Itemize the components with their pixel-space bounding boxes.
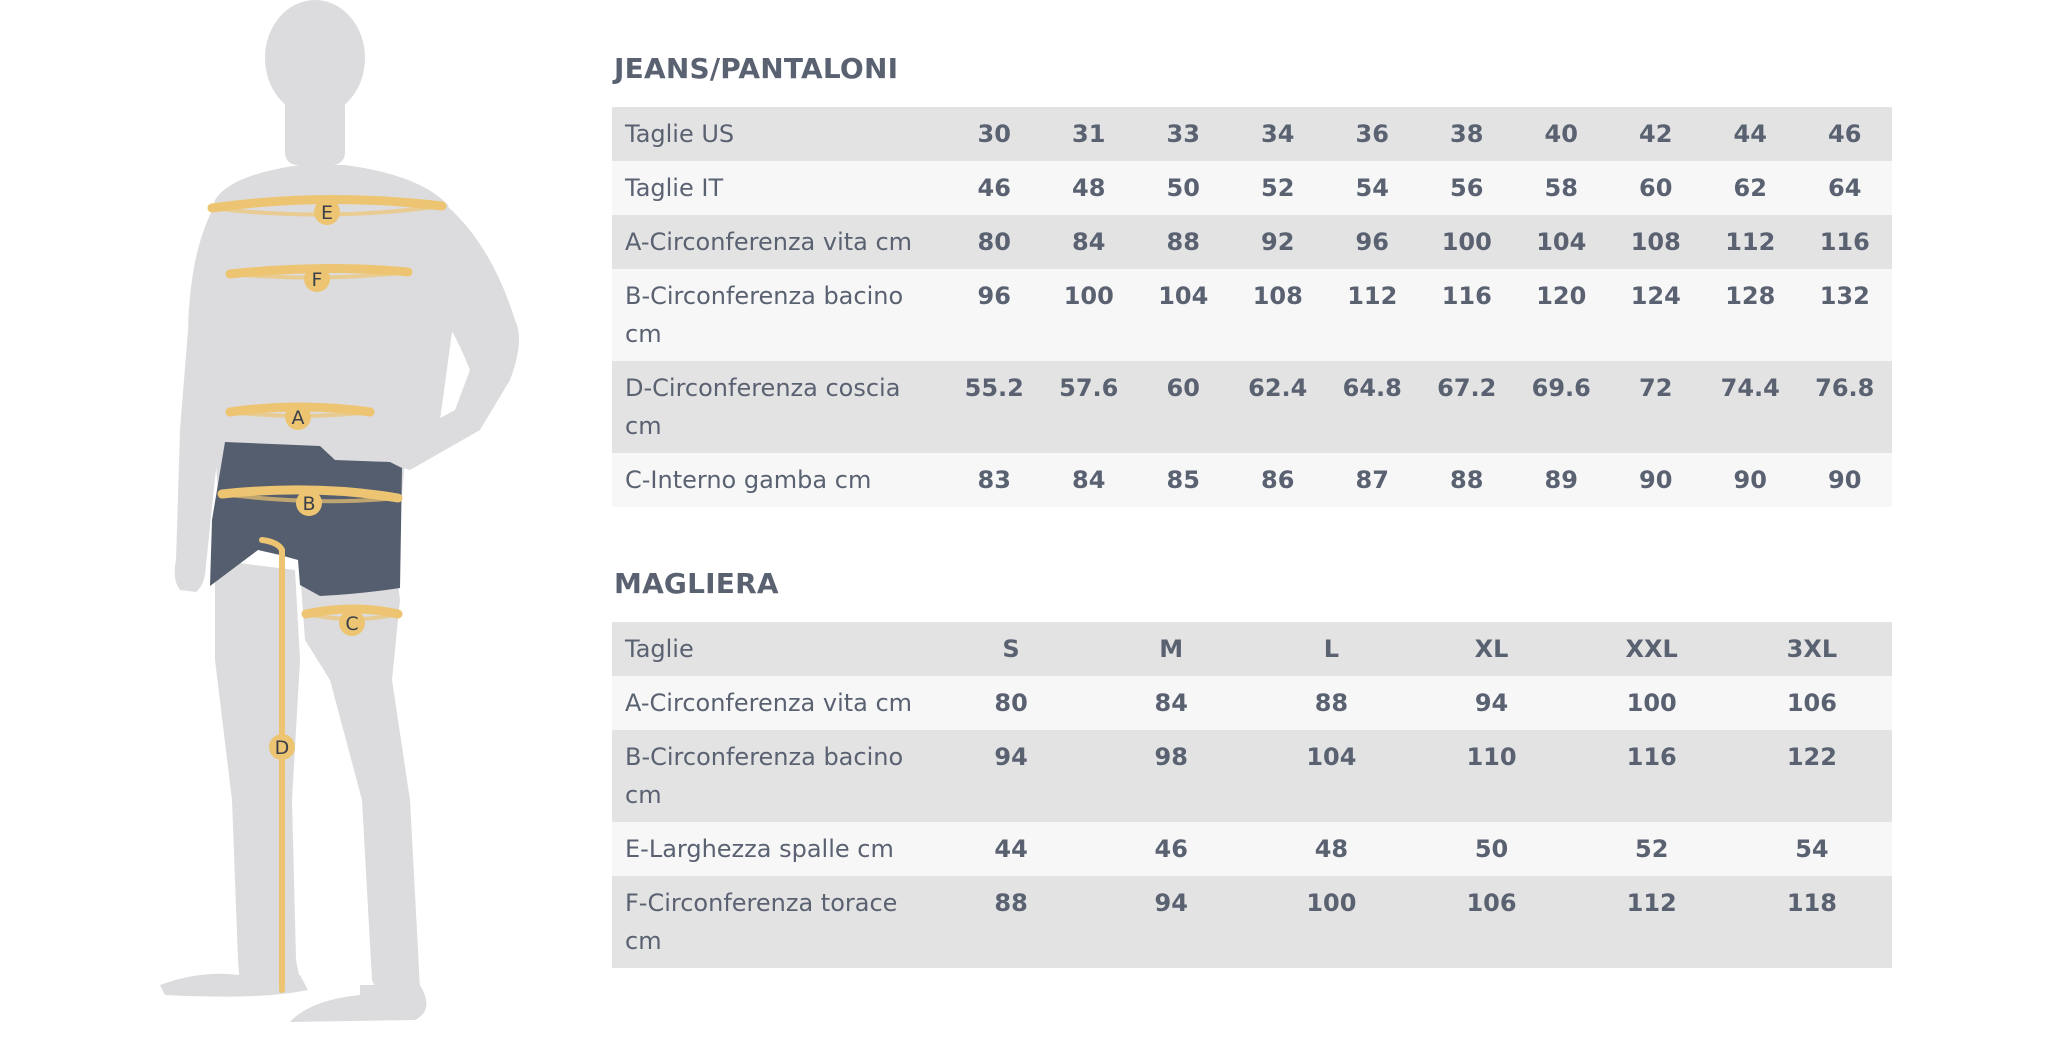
- magliera-section: [612, 567, 1892, 968]
- table-row: [612, 453, 1892, 507]
- table-cell: 46: [947, 161, 1042, 215]
- table-row: [612, 622, 1892, 676]
- table-cell: XL: [1411, 622, 1571, 676]
- table-cell: 44: [1703, 107, 1798, 161]
- table-cell: 60: [1609, 161, 1704, 215]
- svg-text:A: A: [291, 407, 305, 429]
- table-cell: 88: [1136, 215, 1231, 269]
- table-cell: 48: [1042, 161, 1137, 215]
- table-cell: 46: [1798, 107, 1893, 161]
- magliera-title: MAGLIERA: [614, 567, 779, 600]
- table-cell: 96: [947, 269, 1042, 361]
- table-cell: 88: [1251, 676, 1411, 730]
- svg-text:B: B: [302, 493, 316, 515]
- table-cell: 112: [1703, 215, 1798, 269]
- table-cell: 104: [1514, 215, 1609, 269]
- row-label: A-Circonferenza vita cm: [612, 676, 931, 730]
- table-cell: 112: [1325, 269, 1420, 361]
- table-cell: 100: [1572, 676, 1732, 730]
- jeans-size-table: [612, 107, 1892, 507]
- table-cell: 52: [1572, 822, 1732, 876]
- table-cell: 67.2: [1420, 361, 1515, 453]
- svg-text:C: C: [345, 613, 359, 635]
- row-label: C-Interno gamba cm: [612, 453, 947, 507]
- table-cell: 88: [1420, 453, 1515, 507]
- table-cell: 36: [1325, 107, 1420, 161]
- table-cell: 106: [1411, 876, 1571, 968]
- table-cell: 64: [1798, 161, 1893, 215]
- table-cell: 120: [1514, 269, 1609, 361]
- table-cell: 128: [1703, 269, 1798, 361]
- table-cell: 40: [1514, 107, 1609, 161]
- svg-text:F: F: [311, 269, 323, 291]
- table-cell: 89: [1514, 453, 1609, 507]
- table-cell: 34: [1231, 107, 1326, 161]
- table-cell: 76.8: [1798, 361, 1893, 453]
- row-label: Taglie US: [612, 107, 947, 161]
- table-cell: 50: [1136, 161, 1231, 215]
- table-cell: 124: [1609, 269, 1704, 361]
- table-cell: 94: [1091, 876, 1251, 968]
- table-cell: 33: [1136, 107, 1231, 161]
- table-cell: 50: [1411, 822, 1571, 876]
- marker-c: [339, 610, 365, 636]
- table-row: [612, 161, 1892, 215]
- table-cell: 72: [1609, 361, 1704, 453]
- table-cell: 60: [1136, 361, 1231, 453]
- table-cell: 116: [1572, 730, 1732, 822]
- table-row: [612, 107, 1892, 161]
- row-label: B-Circonferenza bacino cm: [612, 269, 947, 361]
- table-cell: 57.6: [1042, 361, 1137, 453]
- table-cell: 96: [1325, 215, 1420, 269]
- table-cell: 54: [1732, 822, 1892, 876]
- table-row: [612, 876, 1892, 968]
- table-cell: 3XL: [1732, 622, 1892, 676]
- table-cell: 106: [1732, 676, 1892, 730]
- jeans-title: JEANS/PANTALONI: [614, 52, 899, 85]
- table-cell: 62: [1703, 161, 1798, 215]
- table-cell: 56: [1420, 161, 1515, 215]
- row-label: D-Circonferenza coscia cm: [612, 361, 947, 453]
- table-cell: 69.6: [1514, 361, 1609, 453]
- jeans-section: [612, 52, 1892, 507]
- table-cell: 30: [947, 107, 1042, 161]
- table-cell: 92: [1231, 215, 1326, 269]
- table-cell: 64.8: [1325, 361, 1420, 453]
- table-cell: 90: [1703, 453, 1798, 507]
- marker-d: [269, 734, 295, 760]
- table-cell: 38: [1420, 107, 1515, 161]
- table-cell: 118: [1732, 876, 1892, 968]
- table-cell: 90: [1798, 453, 1893, 507]
- table-cell: 100: [1042, 269, 1137, 361]
- marker-f: [304, 266, 330, 292]
- table-cell: 88: [931, 876, 1091, 968]
- table-cell: 84: [1042, 453, 1137, 507]
- table-cell: 80: [931, 676, 1091, 730]
- row-label: A-Circonferenza vita cm: [612, 215, 947, 269]
- table-cell: 58: [1514, 161, 1609, 215]
- row-label: Taglie IT: [612, 161, 947, 215]
- table-cell: XXL: [1572, 622, 1732, 676]
- table-cell: 116: [1798, 215, 1893, 269]
- table-cell: L: [1251, 622, 1411, 676]
- row-label: F-Circonferenza torace cm: [612, 876, 931, 968]
- table-cell: 46: [1091, 822, 1251, 876]
- svg-text:D: D: [274, 737, 290, 759]
- table-cell: 100: [1420, 215, 1515, 269]
- table-cell: 90: [1609, 453, 1704, 507]
- marker-b: [296, 490, 322, 516]
- table-cell: S: [931, 622, 1091, 676]
- table-cell: 98: [1091, 730, 1251, 822]
- table-cell: 104: [1136, 269, 1231, 361]
- table-cell: 80: [947, 215, 1042, 269]
- table-cell: 87: [1325, 453, 1420, 507]
- table-cell: 108: [1609, 215, 1704, 269]
- table-cell: 84: [1091, 676, 1251, 730]
- table-cell: 55.2: [947, 361, 1042, 453]
- table-cell: 74.4: [1703, 361, 1798, 453]
- table-row: [612, 361, 1892, 453]
- table-cell: 42: [1609, 107, 1704, 161]
- row-label: E-Larghezza spalle cm: [612, 822, 931, 876]
- table-row: [612, 822, 1892, 876]
- table-cell: 132: [1798, 269, 1893, 361]
- table-row: [612, 269, 1892, 361]
- table-cell: 62.4: [1231, 361, 1326, 453]
- table-cell: 122: [1732, 730, 1892, 822]
- table-cell: 94: [1411, 676, 1571, 730]
- magliera-size-table: [612, 622, 1892, 968]
- table-cell: 31: [1042, 107, 1137, 161]
- table-cell: 86: [1231, 453, 1326, 507]
- table-cell: 104: [1251, 730, 1411, 822]
- row-label: B-Circonferenza bacino cm: [612, 730, 931, 822]
- marker-e: [314, 199, 340, 225]
- table-cell: 94: [931, 730, 1091, 822]
- table-cell: 85: [1136, 453, 1231, 507]
- table-cell: 116: [1420, 269, 1515, 361]
- table-cell: 108: [1231, 269, 1326, 361]
- table-cell: 44: [931, 822, 1091, 876]
- row-label: Taglie: [612, 622, 931, 676]
- table-cell: M: [1091, 622, 1251, 676]
- table-cell: 48: [1251, 822, 1411, 876]
- table-cell: 112: [1572, 876, 1732, 968]
- table-cell: 100: [1251, 876, 1411, 968]
- body-measurement-figure: [150, 0, 550, 1044]
- table-row: [612, 215, 1892, 269]
- table-row: [612, 676, 1892, 730]
- marker-a: [285, 404, 311, 430]
- table-cell: 83: [947, 453, 1042, 507]
- table-cell: 54: [1325, 161, 1420, 215]
- table-cell: 52: [1231, 161, 1326, 215]
- table-cell: 110: [1411, 730, 1571, 822]
- table-row: [612, 730, 1892, 822]
- svg-text:E: E: [320, 202, 334, 224]
- table-cell: 84: [1042, 215, 1137, 269]
